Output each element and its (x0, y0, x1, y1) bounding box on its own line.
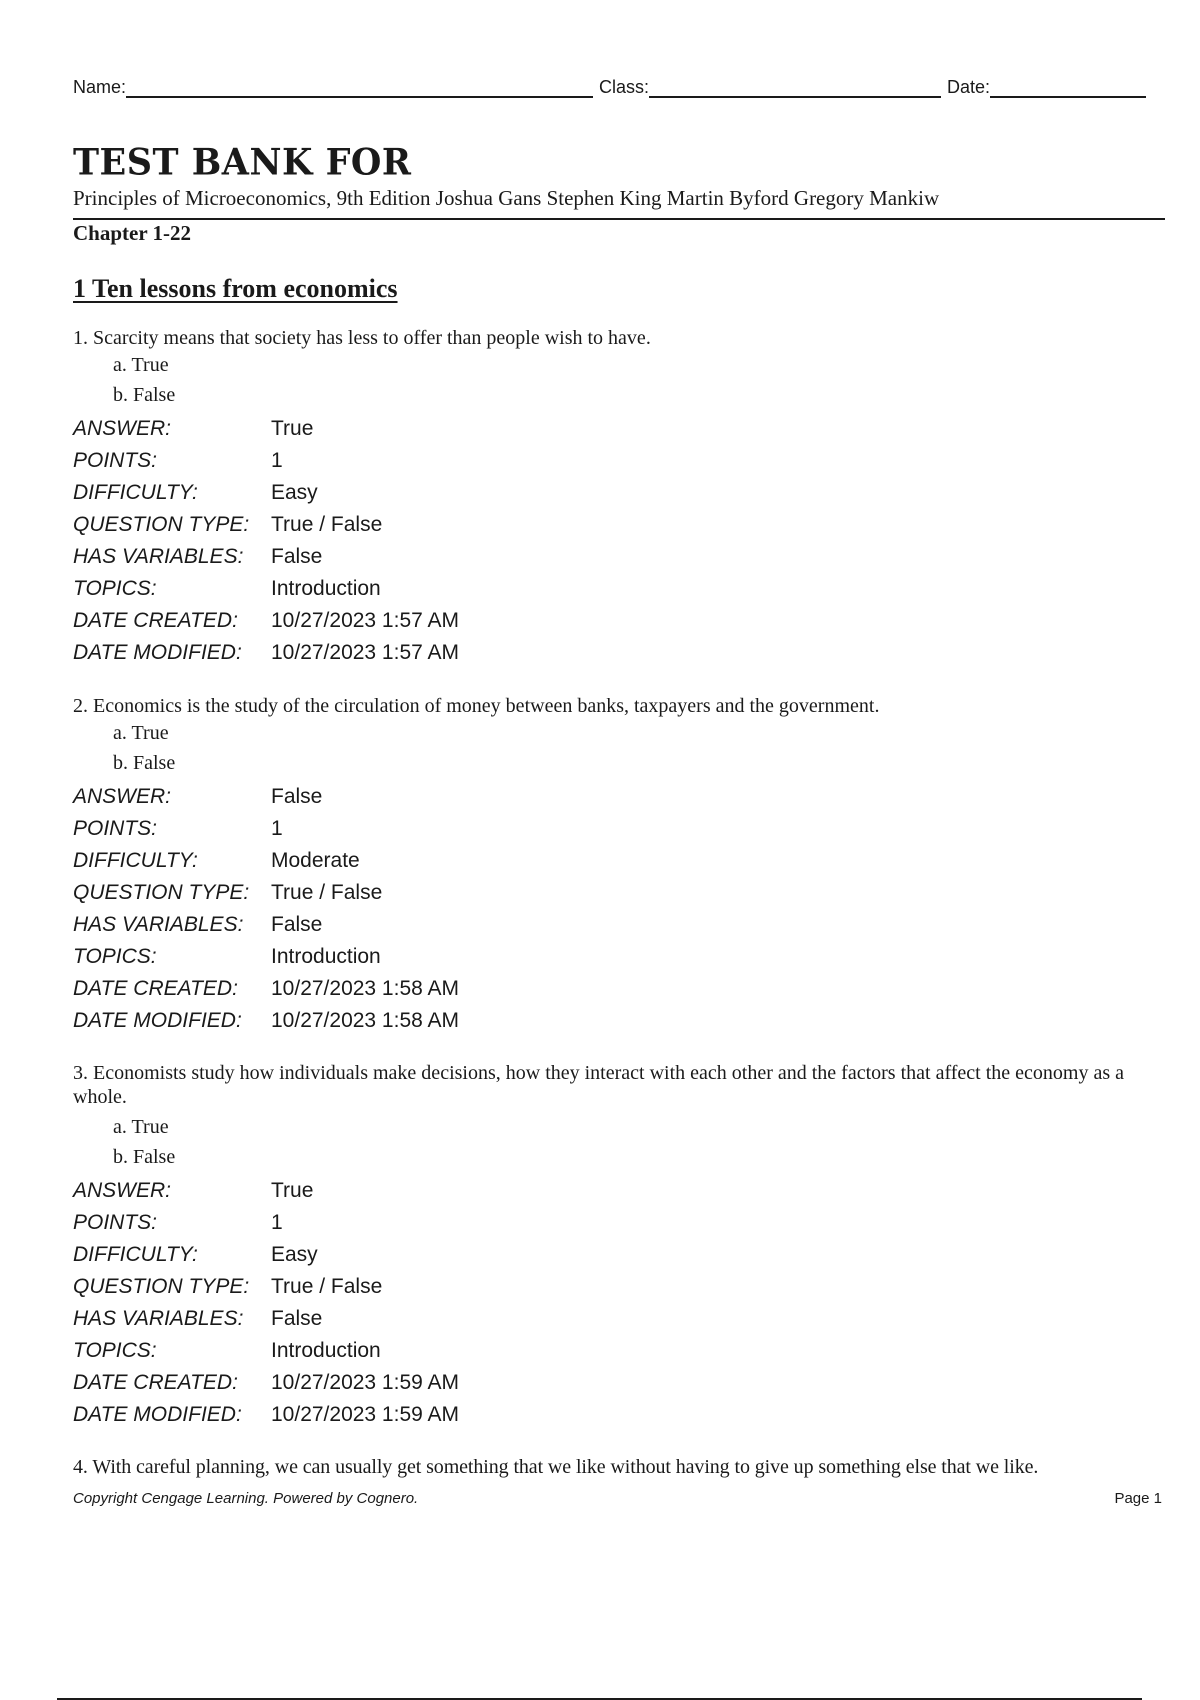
page-number: Page 1 (1114, 1490, 1162, 1507)
answer-value: True (271, 1179, 314, 1202)
question-2-text: 2. Economics is the study of the circulation of money between banks, taxpayers and the government. (73, 695, 880, 717)
date-created-label: DATE CREATED: (73, 977, 238, 1000)
has-variables-label: HAS VARIABLES: (73, 1307, 244, 1330)
points-label: POINTS: (73, 1211, 158, 1234)
date-created-value: 10/27/2023 1:57 AM (271, 609, 459, 632)
question-type-value: True / False (271, 881, 383, 904)
date-created-label: DATE CREATED: (73, 1371, 238, 1394)
question-type-label: QUESTION TYPE: (73, 1275, 250, 1298)
has-variables-label: HAS VARIABLES: (73, 545, 244, 568)
question-1-option-b: b. False (113, 384, 176, 406)
question-3-option-a: a. True (113, 1116, 169, 1138)
topics-label: TOPICS: (73, 577, 157, 600)
has-variables-value: False (271, 545, 323, 568)
difficulty-label: DIFFICULTY: (73, 481, 198, 504)
topics-value: Introduction (271, 577, 381, 600)
has-variables-value: False (271, 1307, 323, 1330)
class-label: Class: (599, 77, 650, 97)
points-label: POINTS: (73, 449, 158, 472)
difficulty-label: DIFFICULTY: (73, 1243, 198, 1266)
date-modified-value: 10/27/2023 1:57 AM (271, 641, 459, 664)
points-value: 1 (271, 817, 283, 840)
answer-value: False (271, 785, 323, 808)
points-value: 1 (271, 449, 283, 472)
copyright-footer: Copyright Cengage Learning. Powered by Cognero. (73, 1490, 419, 1507)
date-created-value: 10/27/2023 1:58 AM (271, 977, 459, 1000)
question-2-option-b: b. False (113, 752, 176, 774)
question-3-metadata (73, 1175, 459, 1431)
date-modified-label: DATE MODIFIED: (73, 1403, 242, 1426)
date-field-line (990, 72, 1146, 98)
answer-label: ANSWER: (73, 417, 172, 440)
has-variables-label: HAS VARIABLES: (73, 913, 244, 936)
chapter-label: Chapter 1-22 (73, 221, 192, 245)
topics-value: Introduction (271, 945, 381, 968)
difficulty-label: DIFFICULTY: (73, 849, 198, 872)
topics-label: TOPICS: (73, 1339, 157, 1362)
answer-value: True (271, 417, 314, 440)
answer-label: ANSWER: (73, 1179, 172, 1202)
has-variables-value: False (271, 913, 323, 936)
question-2-option-a: a. True (113, 722, 169, 744)
date-modified-label: DATE MODIFIED: (73, 641, 242, 664)
title-divider (73, 218, 1165, 220)
question-type-value: True / False (271, 1275, 383, 1298)
difficulty-value: Moderate (271, 849, 360, 872)
question-1-option-a: a. True (113, 354, 169, 376)
difficulty-value: Easy (271, 1243, 318, 1266)
name-field-line (126, 72, 593, 98)
question-2-metadata (73, 781, 459, 1037)
answer-label: ANSWER: (73, 785, 172, 808)
question-1-text: 1. Scarcity means that society has less to offer than people wish to have. (73, 327, 651, 349)
question-type-label: QUESTION TYPE: (73, 881, 250, 904)
date-modified-label: DATE MODIFIED: (73, 1009, 242, 1032)
date-created-label: DATE CREATED: (73, 609, 238, 632)
question-4-text: 4. With careful planning, we can usually get something that we like without having to give up something else that we like. (73, 1456, 1039, 1478)
student-info-header (73, 72, 1146, 98)
question-type-label: QUESTION TYPE: (73, 513, 250, 536)
difficulty-value: Easy (271, 481, 318, 504)
class-field-line (649, 72, 941, 98)
topics-label: TOPICS: (73, 945, 157, 968)
date-modified-value: 10/27/2023 1:59 AM (271, 1403, 459, 1426)
question-3-option-b: b. False (113, 1146, 176, 1168)
points-value: 1 (271, 1211, 283, 1234)
section-heading: 1 Ten lessons from economics (73, 274, 398, 303)
points-label: POINTS: (73, 817, 158, 840)
date-label: Date: (947, 77, 991, 97)
topics-value: Introduction (271, 1339, 381, 1362)
book-subtitle: Principles of Microeconomics, 9th Edition Joshua Gans Stephen King Martin Byford Gregory Mankiw (73, 186, 940, 210)
question-1-metadata (73, 413, 459, 669)
question-type-value: True / False (271, 513, 383, 536)
date-created-value: 10/27/2023 1:59 AM (271, 1371, 459, 1394)
question-3-text: 3. Economists study how individuals make decisions, how they interact with each other and the factors that affect the economy as a whole. (73, 1062, 1125, 1108)
date-modified-value: 10/27/2023 1:58 AM (271, 1009, 459, 1032)
document-title: TEST BANK FOR (73, 140, 412, 185)
name-label: Name: (73, 77, 127, 97)
